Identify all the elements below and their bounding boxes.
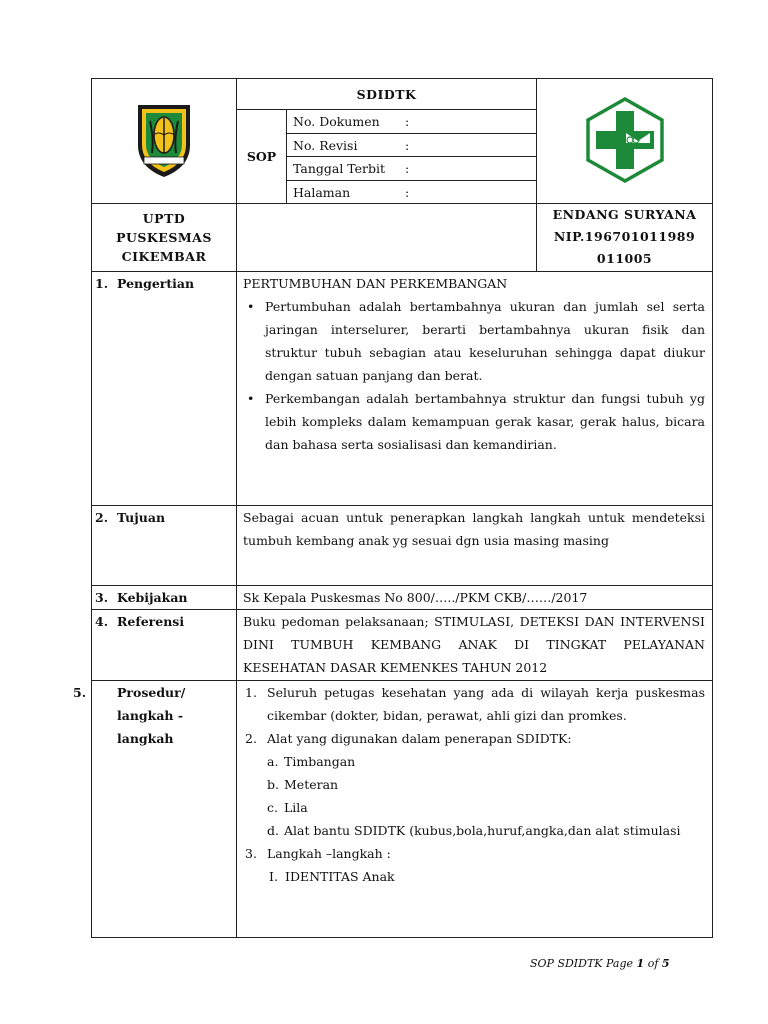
section-label-referensi: 4. Referensi — [92, 610, 237, 681]
field-label: No. Dokumen — [293, 114, 380, 129]
signer-block — [537, 204, 713, 272]
section-content-pengertian — [237, 272, 713, 506]
section-label-pengertian: 1. Pengertian — [92, 272, 237, 506]
field-separator: : — [405, 184, 410, 200]
sop-header-table — [91, 78, 713, 272]
blank-cell — [237, 204, 537, 272]
field-no-dokumen — [287, 110, 537, 134]
org-line: CIKEMBAR — [121, 249, 207, 264]
field-label: No. Revisi — [293, 137, 358, 153]
org-line: UPTD — [142, 211, 186, 226]
field-separator: : — [405, 137, 410, 153]
field-label: Tanggal Terbit — [293, 161, 386, 176]
section-label-tujuan: 2. Tujuan — [92, 506, 237, 586]
tool-item: a. Timbangan — [267, 754, 356, 769]
procedure-item: 2. Alat yang digunakan dalam penerapan SDIDTK: — [245, 731, 572, 746]
field-halaman — [287, 181, 537, 204]
procedure-item: 3. Langkah –langkah : — [245, 846, 391, 861]
list-item: • Perkembangan adalah bertambahnya struktur dan fungsi tubuh yg lebih kompleks dalam kemampuan gerak kasar, gerak halus, bicara dan bahasa serta sosialisasi dan kemandirian. — [243, 387, 705, 456]
district-logo-cell — [92, 79, 237, 204]
list-item: • Pertumbuhan adalah bertambahnya ukuran dan jumlah sel serta jaringan interselurer, berarti bertambahnya ukuran fisik dan struktur tubuh sebagian atau keseluruhan sehingga dapat diukur dengan satuan panjang dan berat. — [243, 295, 705, 387]
field-label: Halaman — [293, 184, 351, 200]
organization-name — [92, 204, 237, 272]
puskesmas-logo — [582, 97, 668, 183]
tool-item: b. Meteran — [267, 777, 339, 792]
signer-nip: NIP.196701011989 — [553, 229, 696, 244]
signer-name: ENDANG SURYANA — [552, 207, 697, 222]
page-number: 1 — [636, 957, 645, 970]
tool-item: d. Alat bantu SDIDTK (kubus,bola,huruf,angka,dan alat stimulasi — [267, 823, 681, 838]
section-heading: PERTUMBUHAN DAN PERKEMBANGAN — [243, 276, 508, 291]
section-content-kebijakan: Sk Kepala Puskesmas No 800/…../PKM CKB/……/2017 — [237, 586, 713, 610]
section-label-prosedur: 5. Prosedur/ langkah - langkah — [92, 681, 237, 938]
puskesmas-logo-cell — [537, 79, 713, 204]
procedure-subitem: I. IDENTITAS Anak — [269, 869, 395, 884]
section-content-prosedur — [237, 681, 713, 938]
section-content-referensi: Buku pedoman pelaksanaan; STIMULASI, DETEKSI DAN INTERVENSI DINI TUMBUH KEMBANG ANAK DI TINGKAT PELAYANAN KESEHATAN DASAR KEMENKES TAHUN 2012 — [237, 610, 713, 681]
section-content-tujuan: Sebagai acuan untuk penerapkan langkah langkah untuk mendeteksi tumbuh kembang anak yg sesuai dgn usia masing masing — [237, 506, 713, 586]
definition-list — [243, 295, 705, 456]
sop-label: SOP — [237, 110, 287, 204]
sop-body-table — [73, 271, 713, 938]
field-separator: : — [405, 161, 410, 176]
tool-item: c. Lila — [267, 800, 308, 815]
section-label-kebijakan: 3. Kebijakan — [92, 586, 237, 610]
page-total: 5 — [661, 957, 670, 970]
district-emblem-logo — [132, 101, 196, 179]
field-tanggal-terbit — [287, 157, 537, 181]
document-title: SDIDTK — [237, 79, 537, 110]
field-no-revisi — [287, 134, 537, 157]
signer-nip-cont: 011005 — [596, 251, 653, 266]
org-line: PUSKESMAS — [116, 230, 212, 245]
procedure-item: 1. Seluruh petugas kesehatan yang ada di wilayah kerja puskesmas cikembar (dokter, bidan, perawat, ahli gizi dan promkes. — [245, 685, 705, 723]
page-footer: SOP SDIDTK Page 1 of 5 — [530, 957, 670, 970]
field-separator: : — [405, 114, 410, 129]
